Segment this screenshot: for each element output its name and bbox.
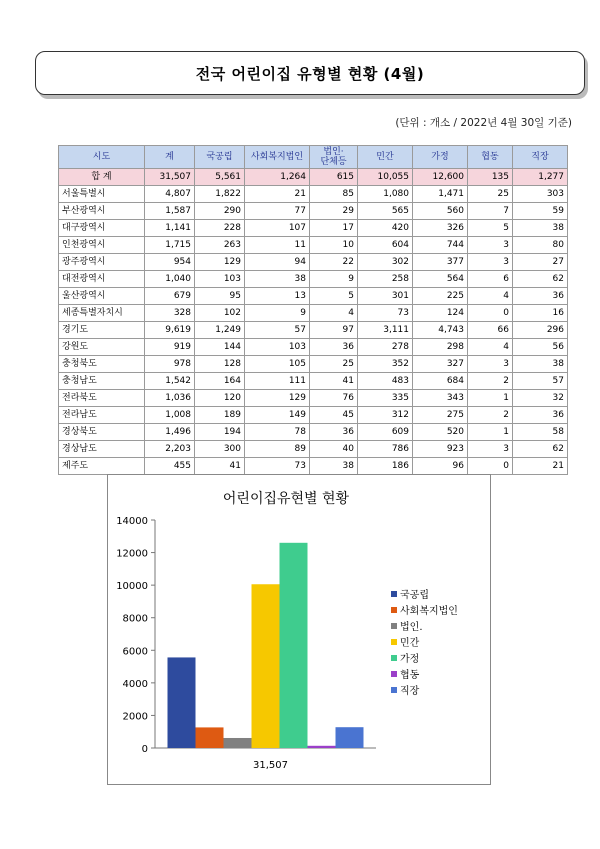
region-cell: 제주도 — [59, 458, 145, 475]
table-row — [59, 186, 568, 203]
value-cell: 684 — [413, 373, 468, 390]
value-cell: 9 — [245, 305, 310, 322]
value-cell: 41 — [310, 373, 358, 390]
table-row — [59, 339, 568, 356]
table-row — [59, 424, 568, 441]
value-cell: 290 — [195, 203, 245, 220]
value-cell: 978 — [145, 356, 195, 373]
value-cell: 919 — [145, 339, 195, 356]
value-cell: 4 — [468, 288, 513, 305]
value-cell: 604 — [358, 237, 413, 254]
value-cell: 186 — [358, 458, 413, 475]
legend-swatch — [391, 687, 397, 693]
value-cell: 59 — [513, 203, 568, 220]
value-cell: 1,822 — [195, 186, 245, 203]
value-cell: 12,600 — [413, 169, 468, 186]
value-cell: 343 — [413, 390, 468, 407]
value-cell: 420 — [358, 220, 413, 237]
value-cell: 6 — [468, 271, 513, 288]
value-cell: 31,507 — [145, 169, 195, 186]
value-cell: 3,111 — [358, 322, 413, 339]
value-cell: 560 — [413, 203, 468, 220]
value-cell: 5 — [310, 288, 358, 305]
y-tick-label: 0 — [141, 744, 148, 755]
bar-chart — [108, 475, 490, 784]
region-cell: 대구광역시 — [59, 220, 145, 237]
col-header-social-welfare: 사회복지법인 — [245, 146, 310, 169]
value-cell: 0 — [468, 458, 513, 475]
y-tick-label: 10000 — [116, 581, 148, 593]
value-cell: 38 — [245, 271, 310, 288]
value-cell: 16 — [513, 305, 568, 322]
value-cell: 296 — [513, 322, 568, 339]
value-cell: 57 — [245, 322, 310, 339]
value-cell: 189 — [195, 407, 245, 424]
legend-label: 협동 — [400, 670, 420, 681]
value-cell: 2 — [468, 373, 513, 390]
table-row — [59, 254, 568, 271]
value-cell: 303 — [513, 186, 568, 203]
value-cell: 328 — [145, 305, 195, 322]
value-cell: 1,040 — [145, 271, 195, 288]
value-cell: 107 — [245, 220, 310, 237]
value-cell: 0 — [468, 305, 513, 322]
value-cell: 94 — [245, 254, 310, 271]
bar-1 — [168, 657, 196, 748]
region-cell: 경기도 — [59, 322, 145, 339]
value-cell: 80 — [513, 237, 568, 254]
value-cell: 1,008 — [145, 407, 195, 424]
chart-container — [107, 474, 491, 785]
page-title: 전국 어린이집 유형별 현황 (4월) — [195, 64, 425, 83]
value-cell: 298 — [413, 339, 468, 356]
value-cell: 40 — [310, 441, 358, 458]
value-cell: 786 — [358, 441, 413, 458]
value-cell: 1,264 — [245, 169, 310, 186]
value-cell: 29 — [310, 203, 358, 220]
value-cell: 66 — [468, 322, 513, 339]
bar-6 — [308, 746, 336, 748]
col-header-home: 가정 — [413, 146, 468, 169]
table-row — [59, 220, 568, 237]
value-cell: 377 — [413, 254, 468, 271]
y-tick-label: 14000 — [116, 516, 148, 527]
legend-swatch — [391, 607, 397, 613]
total-row — [59, 169, 568, 186]
legend-label: 가정 — [400, 654, 420, 665]
page-title-box — [35, 51, 585, 95]
value-cell: 10,055 — [358, 169, 413, 186]
legend-swatch — [391, 639, 397, 645]
value-cell: 744 — [413, 237, 468, 254]
value-cell: 58 — [513, 424, 568, 441]
unit-note: (단위 : 개소 / 2022년 4월 30일 기준) — [395, 117, 572, 129]
value-cell: 327 — [413, 356, 468, 373]
y-tick-label: 12000 — [116, 548, 148, 560]
value-cell: 5 — [468, 220, 513, 237]
value-cell: 32 — [513, 390, 568, 407]
chart-title: 어린이집유현별 현황 — [222, 491, 350, 507]
value-cell: 124 — [413, 305, 468, 322]
region-cell: 강원도 — [59, 339, 145, 356]
value-cell: 62 — [513, 441, 568, 458]
bar-2 — [196, 727, 224, 748]
table-row — [59, 322, 568, 339]
value-cell: 17 — [310, 220, 358, 237]
value-cell: 102 — [195, 305, 245, 322]
value-cell: 25 — [468, 186, 513, 203]
value-cell: 1,277 — [513, 169, 568, 186]
value-cell: 25 — [310, 356, 358, 373]
value-cell: 300 — [195, 441, 245, 458]
value-cell: 1,471 — [413, 186, 468, 203]
value-cell: 9 — [310, 271, 358, 288]
value-cell: 21 — [245, 186, 310, 203]
value-cell: 36 — [310, 424, 358, 441]
table-row — [59, 237, 568, 254]
col-header-public: 국공립 — [195, 146, 245, 169]
value-cell: 22 — [310, 254, 358, 271]
value-cell: 679 — [145, 288, 195, 305]
value-cell: 21 — [513, 458, 568, 475]
value-cell: 45 — [310, 407, 358, 424]
x-category-label: 31,507 — [253, 760, 288, 771]
value-cell: 7 — [468, 203, 513, 220]
value-cell: 326 — [413, 220, 468, 237]
legend-label: 직장 — [400, 686, 420, 697]
table-row — [59, 390, 568, 407]
value-cell: 128 — [195, 356, 245, 373]
value-cell: 275 — [413, 407, 468, 424]
value-cell: 3 — [468, 237, 513, 254]
value-cell: 13 — [245, 288, 310, 305]
region-cell: 울산광역시 — [59, 288, 145, 305]
value-cell: 77 — [245, 203, 310, 220]
region-cell: 인천광역시 — [59, 237, 145, 254]
value-cell: 73 — [358, 305, 413, 322]
value-cell: 3 — [468, 441, 513, 458]
value-cell: 36 — [310, 339, 358, 356]
value-cell: 111 — [245, 373, 310, 390]
value-cell: 3 — [468, 254, 513, 271]
value-cell: 1,542 — [145, 373, 195, 390]
col-header-region: 시도 — [59, 146, 145, 169]
region-cell: 서울특별시 — [59, 186, 145, 203]
region-cell: 대전광역시 — [59, 271, 145, 288]
value-cell: 2 — [468, 407, 513, 424]
region-cell: 경상남도 — [59, 441, 145, 458]
value-cell: 1 — [468, 390, 513, 407]
y-tick-label: 6000 — [122, 646, 148, 658]
value-cell: 85 — [310, 186, 358, 203]
value-cell: 301 — [358, 288, 413, 305]
region-cell: 전라남도 — [59, 407, 145, 424]
legend-swatch — [391, 655, 397, 661]
value-cell: 135 — [468, 169, 513, 186]
value-cell: 1,496 — [145, 424, 195, 441]
value-cell: 1,080 — [358, 186, 413, 203]
value-cell: 278 — [358, 339, 413, 356]
value-cell: 103 — [195, 271, 245, 288]
value-cell: 73 — [245, 458, 310, 475]
value-cell: 455 — [145, 458, 195, 475]
value-cell: 1,141 — [145, 220, 195, 237]
table-row — [59, 288, 568, 305]
value-cell: 228 — [195, 220, 245, 237]
region-cell: 세종특별자치시 — [59, 305, 145, 322]
table-row — [59, 305, 568, 322]
region-cell: 충청남도 — [59, 373, 145, 390]
value-cell: 5,561 — [195, 169, 245, 186]
legend-label: 법인. — [400, 622, 423, 633]
value-cell: 1,036 — [145, 390, 195, 407]
value-cell: 1 — [468, 424, 513, 441]
value-cell: 38 — [513, 356, 568, 373]
y-tick-label: 8000 — [122, 613, 148, 625]
bar-4 — [252, 584, 280, 748]
value-cell: 38 — [513, 220, 568, 237]
value-cell: 302 — [358, 254, 413, 271]
table-header-row — [59, 146, 568, 169]
value-cell: 129 — [195, 254, 245, 271]
col-header-corporation: 법인· 단체등 — [310, 146, 358, 169]
value-cell: 38 — [310, 458, 358, 475]
value-cell: 57 — [513, 373, 568, 390]
table-row — [59, 373, 568, 390]
value-cell: 4,743 — [413, 322, 468, 339]
value-cell: 36 — [513, 288, 568, 305]
value-cell: 10 — [310, 237, 358, 254]
value-cell: 89 — [245, 441, 310, 458]
value-cell: 520 — [413, 424, 468, 441]
value-cell: 483 — [358, 373, 413, 390]
value-cell: 312 — [358, 407, 413, 424]
value-cell: 565 — [358, 203, 413, 220]
legend-label: 국공립 — [400, 590, 429, 601]
legend-swatch — [391, 671, 397, 677]
value-cell: 2,203 — [145, 441, 195, 458]
legend-label: 민간 — [400, 638, 420, 649]
region-cell: 부산광역시 — [59, 203, 145, 220]
value-cell: 41 — [195, 458, 245, 475]
table-row — [59, 356, 568, 373]
value-cell: 120 — [195, 390, 245, 407]
value-cell: 103 — [245, 339, 310, 356]
table-row — [59, 441, 568, 458]
value-cell: 97 — [310, 322, 358, 339]
value-cell: 11 — [245, 237, 310, 254]
value-cell: 954 — [145, 254, 195, 271]
col-header-cooperative: 협동 — [468, 146, 513, 169]
region-cell: 충청북도 — [59, 356, 145, 373]
value-cell: 144 — [195, 339, 245, 356]
value-cell: 564 — [413, 271, 468, 288]
col-header-total: 계 — [145, 146, 195, 169]
value-cell: 4 — [310, 305, 358, 322]
value-cell: 923 — [413, 441, 468, 458]
value-cell: 27 — [513, 254, 568, 271]
value-cell: 164 — [195, 373, 245, 390]
value-cell: 95 — [195, 288, 245, 305]
region-cell: 경상북도 — [59, 424, 145, 441]
bar-5 — [280, 543, 308, 748]
y-tick-label: 4000 — [122, 678, 148, 690]
value-cell: 352 — [358, 356, 413, 373]
value-cell: 129 — [245, 390, 310, 407]
value-cell: 56 — [513, 339, 568, 356]
value-cell: 1,715 — [145, 237, 195, 254]
value-cell: 615 — [310, 169, 358, 186]
value-cell: 9,619 — [145, 322, 195, 339]
value-cell: 4 — [468, 339, 513, 356]
legend-swatch — [391, 623, 397, 629]
value-cell: 4,807 — [145, 186, 195, 203]
bar-3 — [224, 738, 252, 748]
value-cell: 225 — [413, 288, 468, 305]
value-cell: 105 — [245, 356, 310, 373]
value-cell: 62 — [513, 271, 568, 288]
bar-7 — [336, 727, 364, 748]
value-cell: 96 — [413, 458, 468, 475]
value-cell: 78 — [245, 424, 310, 441]
value-cell: 1,587 — [145, 203, 195, 220]
value-cell: 1,249 — [195, 322, 245, 339]
table-row — [59, 203, 568, 220]
table-row — [59, 407, 568, 424]
col-header-workplace: 직장 — [513, 146, 568, 169]
value-cell: 194 — [195, 424, 245, 441]
value-cell: 3 — [468, 356, 513, 373]
value-cell: 335 — [358, 390, 413, 407]
value-cell: 76 — [310, 390, 358, 407]
col-header-private: 민간 — [358, 146, 413, 169]
legend-label: 사회복지법인 — [400, 606, 458, 617]
region-cell: 광주광역시 — [59, 254, 145, 271]
value-cell: 36 — [513, 407, 568, 424]
value-cell: 149 — [245, 407, 310, 424]
daycare-stats-table — [58, 145, 568, 475]
region-cell: 전라북도 — [59, 390, 145, 407]
legend-swatch — [391, 591, 397, 597]
value-cell: 263 — [195, 237, 245, 254]
value-cell: 609 — [358, 424, 413, 441]
value-cell: 258 — [358, 271, 413, 288]
y-tick-label: 2000 — [122, 711, 148, 723]
table-row — [59, 271, 568, 288]
table-row — [59, 458, 568, 475]
region-cell: 합 계 — [59, 169, 145, 186]
